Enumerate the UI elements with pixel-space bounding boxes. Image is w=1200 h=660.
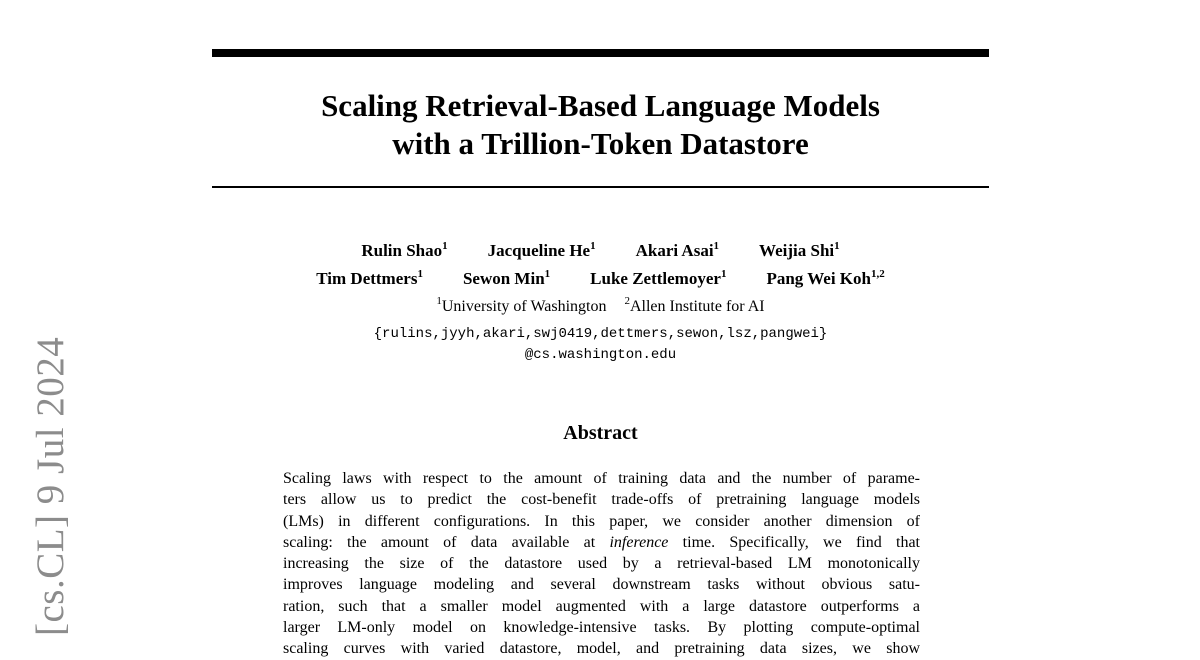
- affiliation-uw: University of Washington: [441, 298, 607, 315]
- paper-title: [212, 87, 989, 163]
- author-name: Jacqueline He$^1$: [487, 240, 596, 260]
- arxiv-side-stamp: [cs.CL] 9 Jul 2024: [29, 336, 72, 636]
- abstract-line: scaling: the amount of data available at inference time. Specifically, we find that: [283, 533, 920, 551]
- author-name: Rulin Shao$^1$: [361, 240, 448, 260]
- authors-row-2: [212, 269, 989, 289]
- abstract-line: ters allow us to predict the cost-benefit trade-offs of pretraining language models: [283, 491, 920, 509]
- abstract-line: increasing the size of the datastore used by a retrieval-based LM monotonically: [283, 555, 920, 573]
- email-domain: @cs.washington.edu: [524, 347, 677, 363]
- abstract-line: improves language modeling and several downstream tasks without obvious satu-: [283, 576, 920, 594]
- email-usernames: {rulins,jyyh,akari,swj0419,dettmers,sewon,lsz,pangwei}: [373, 326, 828, 342]
- title-bottom-rule: [212, 186, 989, 188]
- abstract-heading: Abstract: [563, 422, 638, 444]
- top-thick-rule: [212, 49, 989, 57]
- title-line-1: Scaling Retrieval-Based Language Models: [321, 88, 880, 123]
- abstract-line: ration, such that a smaller model augmented with a large datastore outperforms a: [283, 597, 920, 615]
- abstract-line: Scaling laws with respect to the amount of training data and the number of parame-: [283, 470, 920, 487]
- affiliation-ai2: Allen Institute for AI: [629, 298, 765, 315]
- author-name: Sewon Min$^1$: [462, 268, 551, 288]
- abstract-line: larger LM-only model on knowledge-intensive tasks. By plotting compute-optimal: [283, 619, 920, 637]
- affiliations: $^1$University of Washington $^2$Allen Institute for AI: [436, 295, 765, 315]
- author-name: Luke Zettlemoyer$^1$: [590, 268, 727, 288]
- author-name: Akari Asai$^1$: [635, 240, 720, 260]
- emphasis-inference: inference: [609, 533, 669, 551]
- author-name: Weijia Shi$^1$: [759, 240, 840, 260]
- author-name: Tim Dettmers$^1$: [316, 268, 423, 288]
- abstract-line: (LMs) in different configurations. In this paper, we consider another dimension of: [283, 512, 920, 530]
- abstract-body: [283, 468, 920, 660]
- title-line-2: with a Trillion-Token Datastore: [392, 126, 809, 161]
- abstract-line: scaling curves with varied datastore, model, and pretraining data sizes, we show: [283, 640, 920, 658]
- author-name: Pang Wei Koh$^{1,2}$: [766, 268, 885, 288]
- authors-row-1: [212, 241, 989, 261]
